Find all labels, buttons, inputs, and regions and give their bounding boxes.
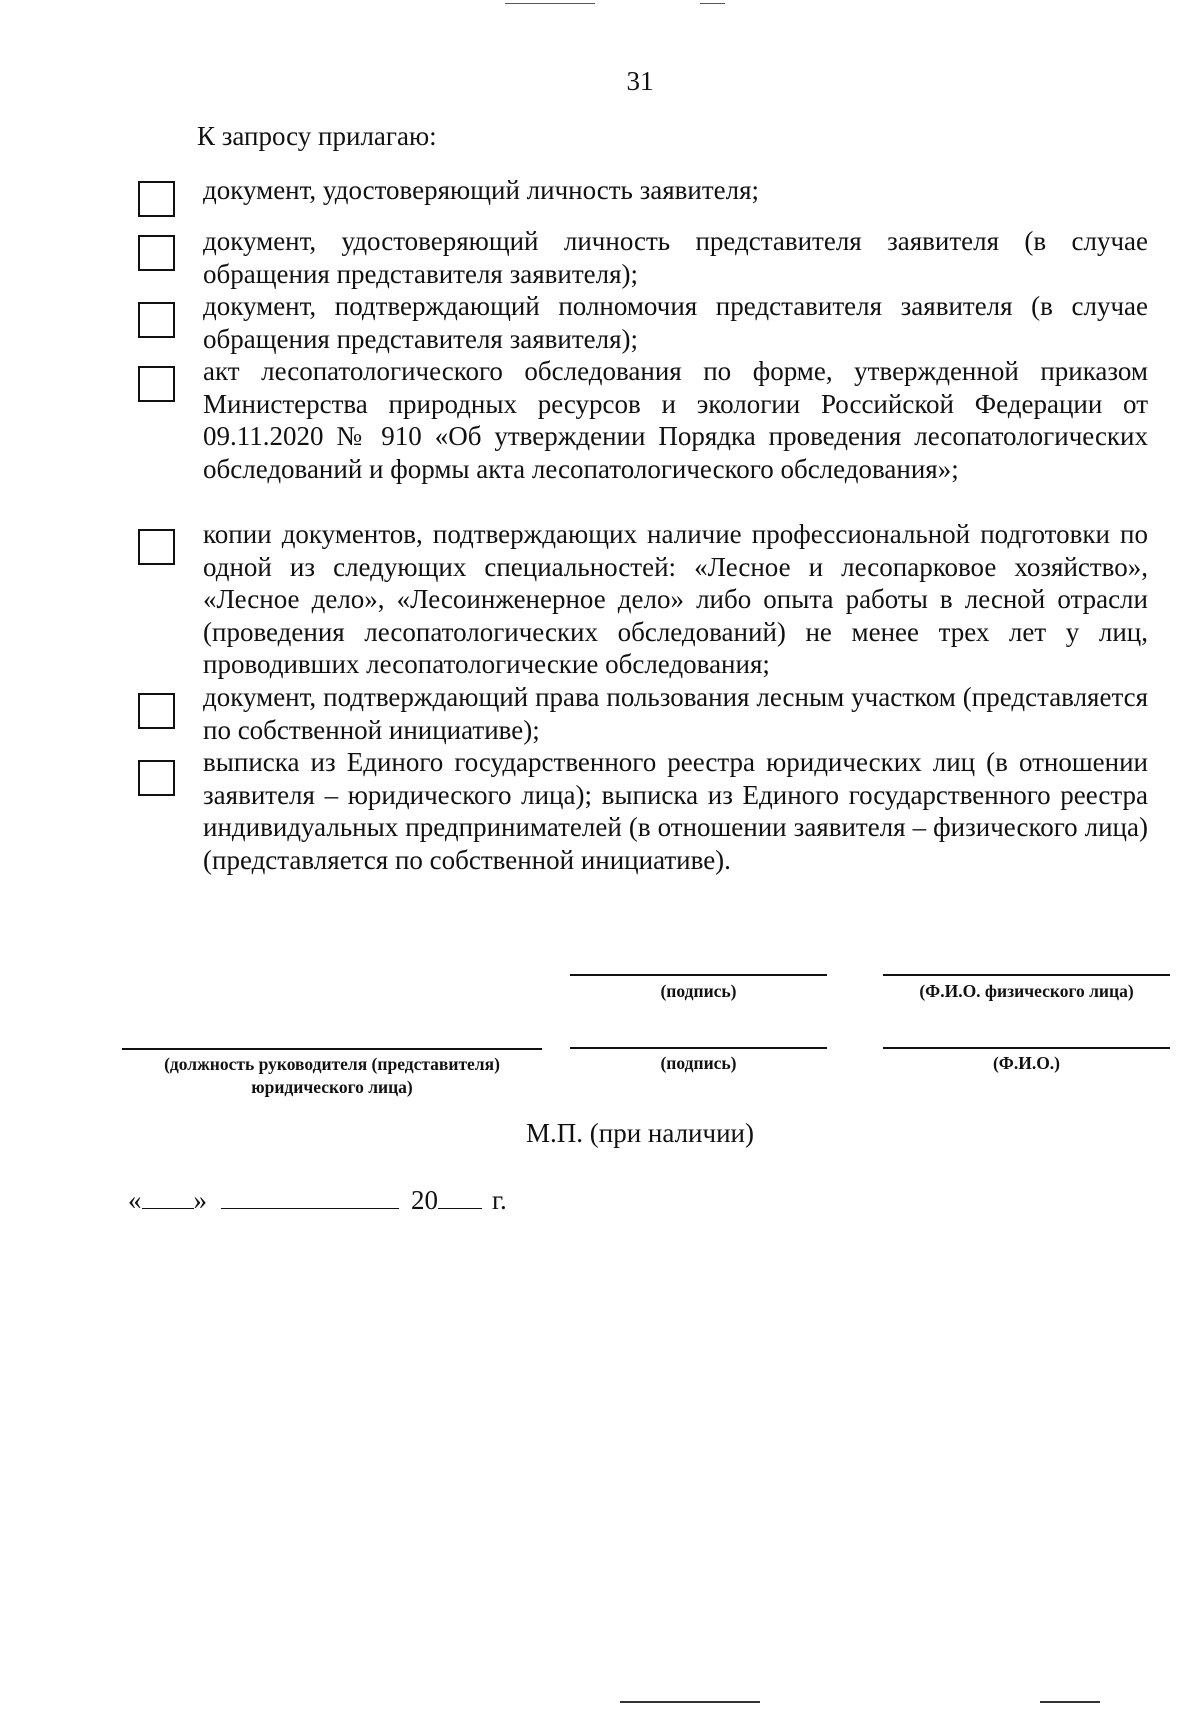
page-number: 31	[626, 66, 654, 96]
attachment-checkbox[interactable]	[138, 235, 175, 271]
attachment-item	[138, 355, 1148, 485]
attachment-text: копии документов, подтверждающих наличие профессиональной подготовки по одной из следующих специальностей: «Лесное и лесопарковое хозяйство», «Лесное дело», «Лесоинженерное дело» либо опыта работы в лесной отрасли (проведения лесопатологических обследований) не менее трех лет у лиц, проводивших лесопатологические обследования;	[203, 519, 1148, 679]
individual-name-line[interactable]	[883, 974, 1170, 976]
legal-signature-line[interactable]	[570, 1047, 827, 1049]
attachment-text: документ, удостоверяющий личность заявителя;	[203, 175, 760, 205]
attachment-text: выписка из Единого государственного реестра юридических лиц (в отношении заявителя – юридического лица); выписка из Единого государственного реестра индивидуальных предпринимателей (в отношении заявителя – физического лица) (представляется по собственной инициативе).	[203, 747, 1148, 875]
individual-signature-caption: (подпись)	[660, 981, 737, 1001]
individual-signature-line[interactable]	[570, 974, 827, 976]
attachment-checkbox[interactable]	[138, 181, 175, 217]
month-blank[interactable]	[221, 1207, 399, 1209]
year-blank[interactable]	[438, 1207, 482, 1209]
stamp-note: М.П. (при наличии)	[526, 1118, 754, 1148]
legal-signature-caption: (подпись)	[660, 1053, 737, 1073]
attachment-checkbox[interactable]	[138, 366, 175, 402]
attachment-checkbox[interactable]	[138, 693, 175, 729]
date-open-quote: «	[128, 1185, 142, 1215]
attachment-item	[138, 174, 1148, 207]
attachment-text: документ, удостоверяющий личность представителя заявителя (в случае обращения представителя заявителя);	[203, 226, 1148, 289]
legal-name-line[interactable]	[883, 1047, 1170, 1049]
year-prefix: 20	[411, 1185, 438, 1215]
attachment-text: документ, подтверждающий полномочия представителя заявителя (в случае обращения представителя заявителя);	[203, 291, 1148, 354]
legal-position-caption	[122, 1053, 542, 1099]
attachment-text: акт лесопатологического обследования по форме, утвержденной приказом Министерства природных ресурсов и экологии Российской Федерации от 09.11.2020 № 910 «Об утверждении Порядка проведения лесопатологических обследований и формы акта лесопатологического обследования»;	[203, 356, 1148, 484]
date-line	[128, 1185, 507, 1216]
individual-name-caption: (Ф.И.О. физического лица)	[919, 981, 1134, 1001]
scan-artifact-bottom	[620, 1701, 760, 1703]
legal-name-caption: (Ф.И.О.)	[992, 1053, 1061, 1073]
attachments-intro: К запросу прилагаю:	[197, 121, 437, 151]
scan-artifact-bottom-2	[1040, 1701, 1100, 1703]
date-close-quote: »	[193, 1185, 207, 1215]
attachment-checkbox[interactable]	[138, 302, 175, 338]
scan-artifact-top-2	[700, 3, 725, 4]
attachment-item	[138, 518, 1148, 681]
attachment-checkbox[interactable]	[138, 760, 175, 796]
attachment-item	[138, 681, 1148, 746]
legal-position-caption-line2: юридического лица)	[251, 1077, 413, 1097]
attachment-item	[138, 290, 1148, 355]
legal-position-caption-line1: (должность руководителя (представителя)	[164, 1054, 500, 1074]
attachment-item	[138, 746, 1148, 876]
legal-position-line[interactable]	[122, 1048, 542, 1050]
attachment-text: документ, подтверждающий права пользования лесным участком (представляется по собственной инициативе);	[203, 682, 1148, 745]
attachment-checkbox[interactable]	[138, 529, 175, 565]
scan-artifact-top	[505, 3, 595, 4]
day-blank[interactable]	[142, 1207, 194, 1209]
attachment-item	[138, 225, 1148, 290]
year-suffix: г.	[492, 1185, 507, 1215]
